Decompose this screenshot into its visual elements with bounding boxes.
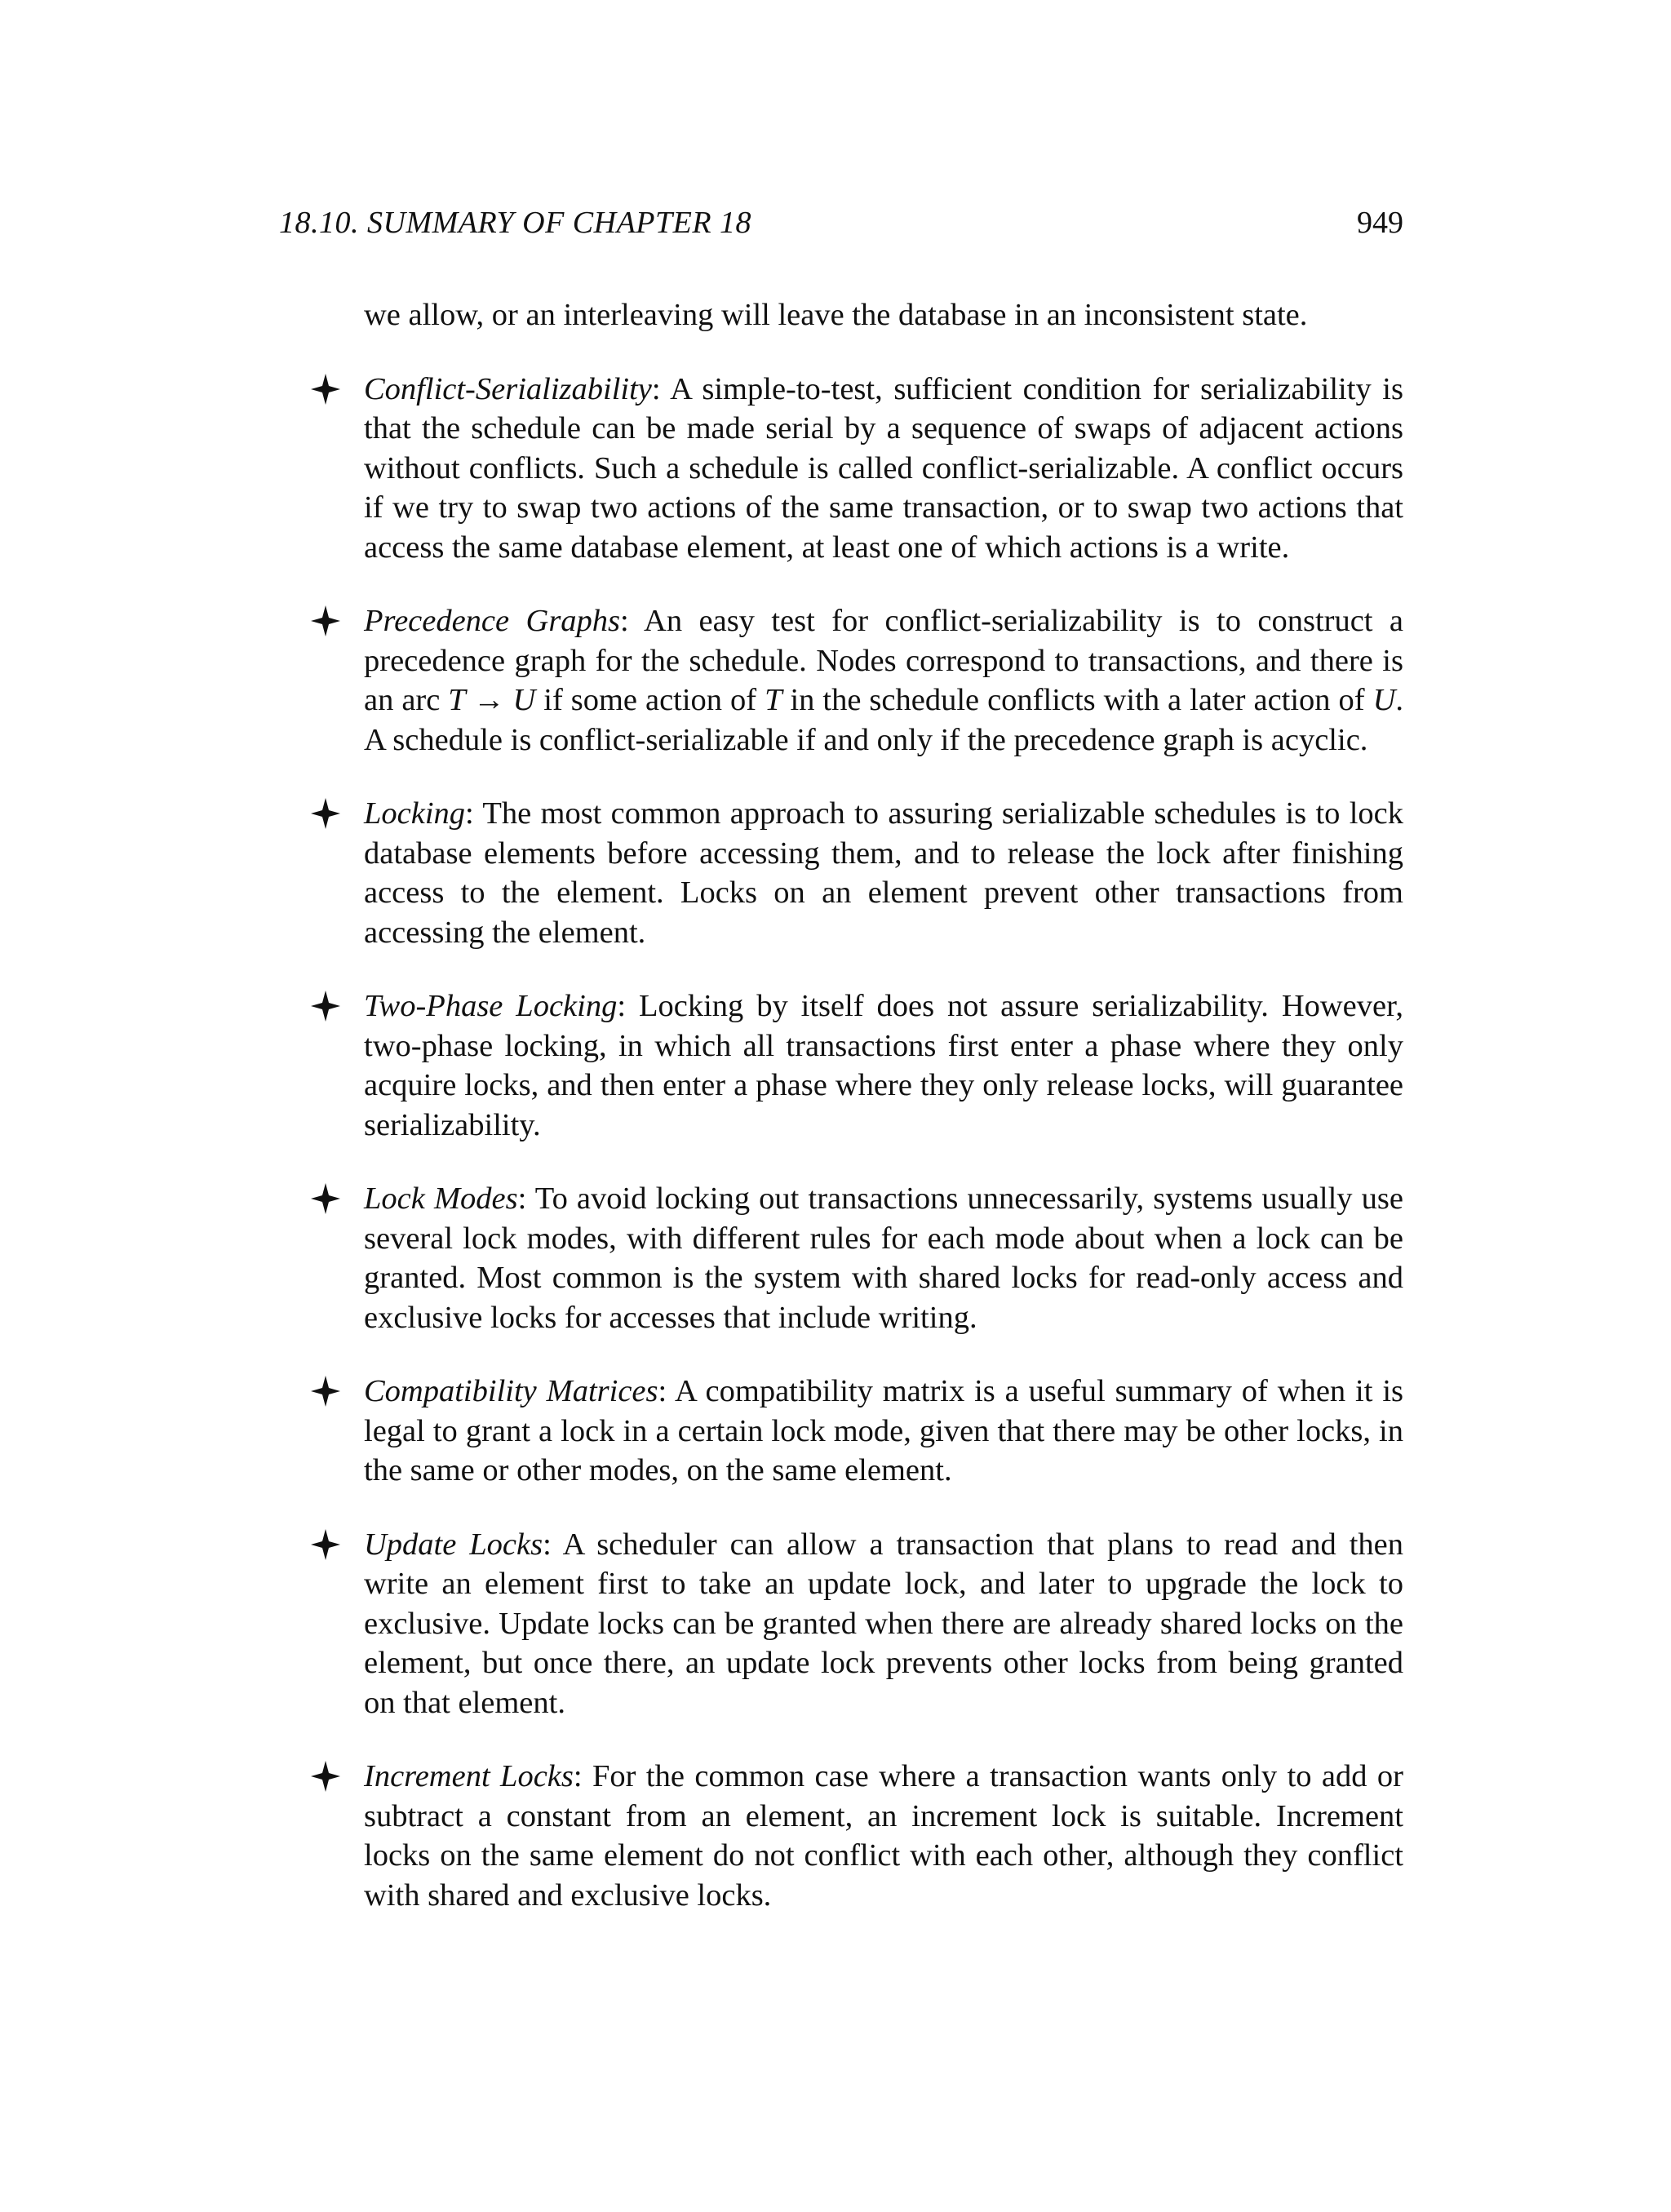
summary-item-compatibility-matrices (279, 1372, 1403, 1491)
term-separator: : (617, 989, 639, 1023)
summary-item-locking (279, 794, 1403, 952)
summary-item-text (364, 370, 1403, 568)
term-separator: : (658, 1374, 675, 1408)
term-separator: : (620, 604, 645, 638)
summary-item-text (364, 794, 1403, 952)
summary-term: Conflict-Serializability (364, 371, 652, 406)
summary-item-precedence-graphs (279, 601, 1403, 760)
summary-description: A scheduler can allow a transaction that plans to read and then write an element first to take an update lock, and later to upgrade the lock to exclusive. Update locks can be granted when there are already shared locks on the element, but once there, an update lock prevents other locks from being granted on that element. (364, 1527, 1403, 1720)
summary-term: Compatibility Matrices (364, 1374, 658, 1408)
four-point-star-icon (310, 1182, 341, 1215)
section-title: 18.10. SUMMARY OF CHAPTER 18 (279, 206, 752, 240)
variable-u: U (1372, 683, 1396, 717)
summary-term: Two-Phase Locking (364, 989, 618, 1023)
term-separator: : (465, 796, 483, 831)
summary-description: To avoid locking out transactions unnecessarily, systems usually use several lock modes, with different rules for each mode about when a lock can be granted. Most common is the system with shared locks for read-only access and exclusive locks for accesses that include writing. (364, 1181, 1403, 1335)
summary-description: if some action of (535, 683, 765, 717)
summary-term: Lock Modes (364, 1181, 518, 1216)
term-separator: : (543, 1527, 563, 1562)
summary-item-increment-locks (279, 1757, 1403, 1915)
summary-description: The most common approach to assuring serializable schedules is to lock database elements before accessing them, and to release the lock after finishing access to the element. Locks on an element prevent other transactions from accessing the element. (364, 796, 1403, 950)
summary-term: Update Locks (364, 1527, 543, 1562)
summary-item-text (364, 1179, 1403, 1337)
summary-description: An easy test for conflict-serializability is to construct a precedence graph for the schedule. Nodes correspond to transactions, and there is an arc (364, 604, 1404, 717)
four-point-star-icon (310, 1528, 341, 1561)
four-point-star-icon (310, 605, 341, 637)
summary-item-update-locks (279, 1525, 1403, 1723)
summary-content (279, 295, 1403, 1949)
summary-item-text (364, 1372, 1403, 1491)
summary-description: A simple-to-test, sufficient condition for serializability is that the schedule can be made serial by a sequence of swaps of adjacent actions without conflicts. Such a schedule is called conflict-serializable. A conflict occurs if we try to swap two actions of the same transaction, or to swap two actions that access the same database element, at least one of which actions is a write. (364, 371, 1403, 565)
summary-description: . A schedule is conflict-serializable if and only if the precedence graph is acyclic. (364, 683, 1404, 757)
summary-item-two-phase-locking (279, 986, 1403, 1145)
summary-item-lock-modes (279, 1179, 1403, 1337)
summary-term: Locking (364, 796, 466, 831)
summary-item-text (364, 1757, 1403, 1915)
arc-expression: T → U (448, 683, 536, 717)
four-point-star-icon (310, 1760, 341, 1793)
four-point-star-icon (310, 990, 341, 1022)
summary-item-text (364, 986, 1403, 1145)
variable-t: T (765, 683, 782, 717)
summary-term: Increment Locks (364, 1759, 574, 1793)
term-separator: : (651, 371, 671, 406)
continuation-paragraph: we allow, or an interleaving will leave the database in an inconsistent state. (364, 298, 1308, 332)
four-point-star-icon (310, 797, 341, 830)
term-separator: : (573, 1759, 593, 1793)
summary-description: A compatibility matrix is a useful summary of when it is legal to grant a lock in a certain lock mode, given that there may be other locks, in the same or other modes, on the same element. (364, 1374, 1404, 1487)
summary-item-conflict-serializability (279, 370, 1403, 568)
term-separator: : (517, 1181, 535, 1216)
summary-description: in the schedule conflicts with a later action of (782, 683, 1373, 717)
four-point-star-icon (310, 373, 341, 406)
summary-item-text (364, 1525, 1403, 1723)
summary-description: Locking by itself does not assure serializability. However, two-phase locking, in which all transactions first enter a phase where they only acquire locks, and then enter a phase where they only release locks, will guarantee serializability. (364, 989, 1404, 1142)
page-number: 949 (1357, 206, 1403, 240)
running-header (279, 202, 1403, 243)
summary-description: For the common case where a transaction wants only to add or subtract a constant from an element, an increment lock is suitable. Increment locks on the same element do not conflict with each other, although they conflict with shared and exclusive locks. (364, 1759, 1404, 1913)
summary-item-text (364, 601, 1403, 760)
four-point-star-icon (310, 1375, 341, 1407)
summary-term: Precedence Graphs (364, 604, 621, 638)
